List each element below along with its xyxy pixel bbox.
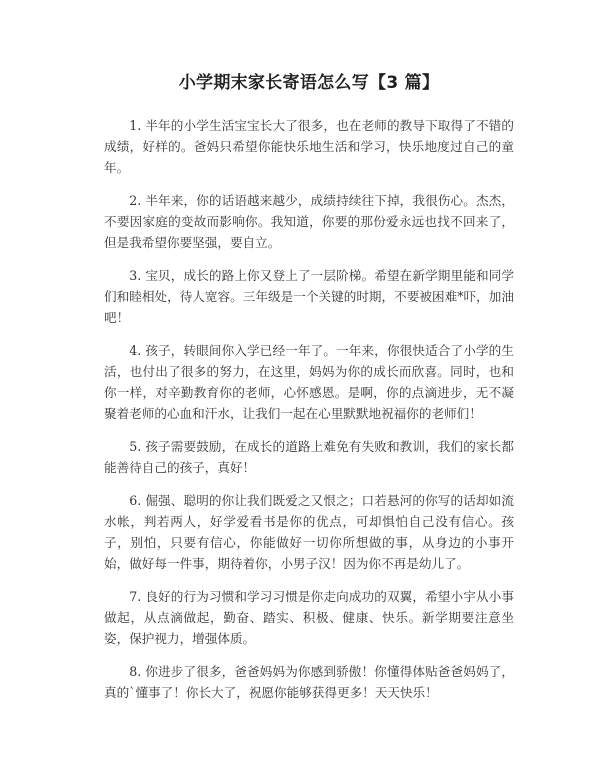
paragraph-list	[104, 115, 514, 703]
paragraph-4: 4. 孩子，转眼间你入学已经一年了。一年来，你很快适合了小学的生活，也付出了很多的努力，在这里，妈妈为你的成长而欣喜。同时，也和你一样，对辛勤教育你的老师，心怀感恩。是啊，你的点滴进步，无不凝聚着老师的心血和汗水，让我们一起在心里默默地祝福你的老师们！	[104, 343, 514, 421]
paragraph-2: 2. 半年来，你的话语越来越少，成绩持续往下掉，我很伤心。杰杰，不要因家庭的变故而影响你。我知道，你要的那份爱永远也找不回来了，但是我希望你要坚强，要自立。	[104, 193, 514, 250]
paragraph-3: 3. 宝贝，成长的路上你又登上了一层阶梯。希望在新学期里能和同学们和睦相处，待人宽容。三年级是一个关键的时期，不要被困难*吓，加油吧！	[104, 268, 514, 325]
paragraph-6: 6. 倔强、聪明的你让我们既爱之又恨之；口若悬河的你写的话却如流水帐，判若两人，好学爱看书是你的优点，可却惧怕自己没有信心。孩子，别怕，只要有信心，你能做好一切你所想做的事，从身边的小事开始，做好每一件事，期待着你，小男子汉！因为你不再是幼儿了。	[104, 493, 514, 571]
paragraph-5: 5. 孩子需要鼓励，在成长的道路上难免有失败和教训，我们的家长都能善待自己的孩子，真好！	[104, 439, 514, 475]
paragraph-8: 8. 你进步了很多，爸爸妈妈为你感到骄傲！你懂得体贴爸爸妈妈了，真的`懂事了！你长大了，祝愿你能够获得更多！天天快乐！	[104, 664, 514, 700]
paragraph-7: 7. 良好的行为习惯和学习习惯是你走向成功的双翼，希望小宇从小事做起，从点滴做起，勤奋、踏实、积极、健康、快乐。新学期要注意坐姿，保护视力，增强体质。	[104, 589, 514, 646]
document-title: 小学期末家长寄语怎么写【3 篇】	[178, 73, 440, 93]
paragraph-1: 1. 半年的小学生活宝宝长大了很多，也在老师的教导下取得了不错的成绩，好样的。爸妈只希望你能快乐地生活和学习，快乐地度过自己的童年。	[104, 118, 514, 175]
